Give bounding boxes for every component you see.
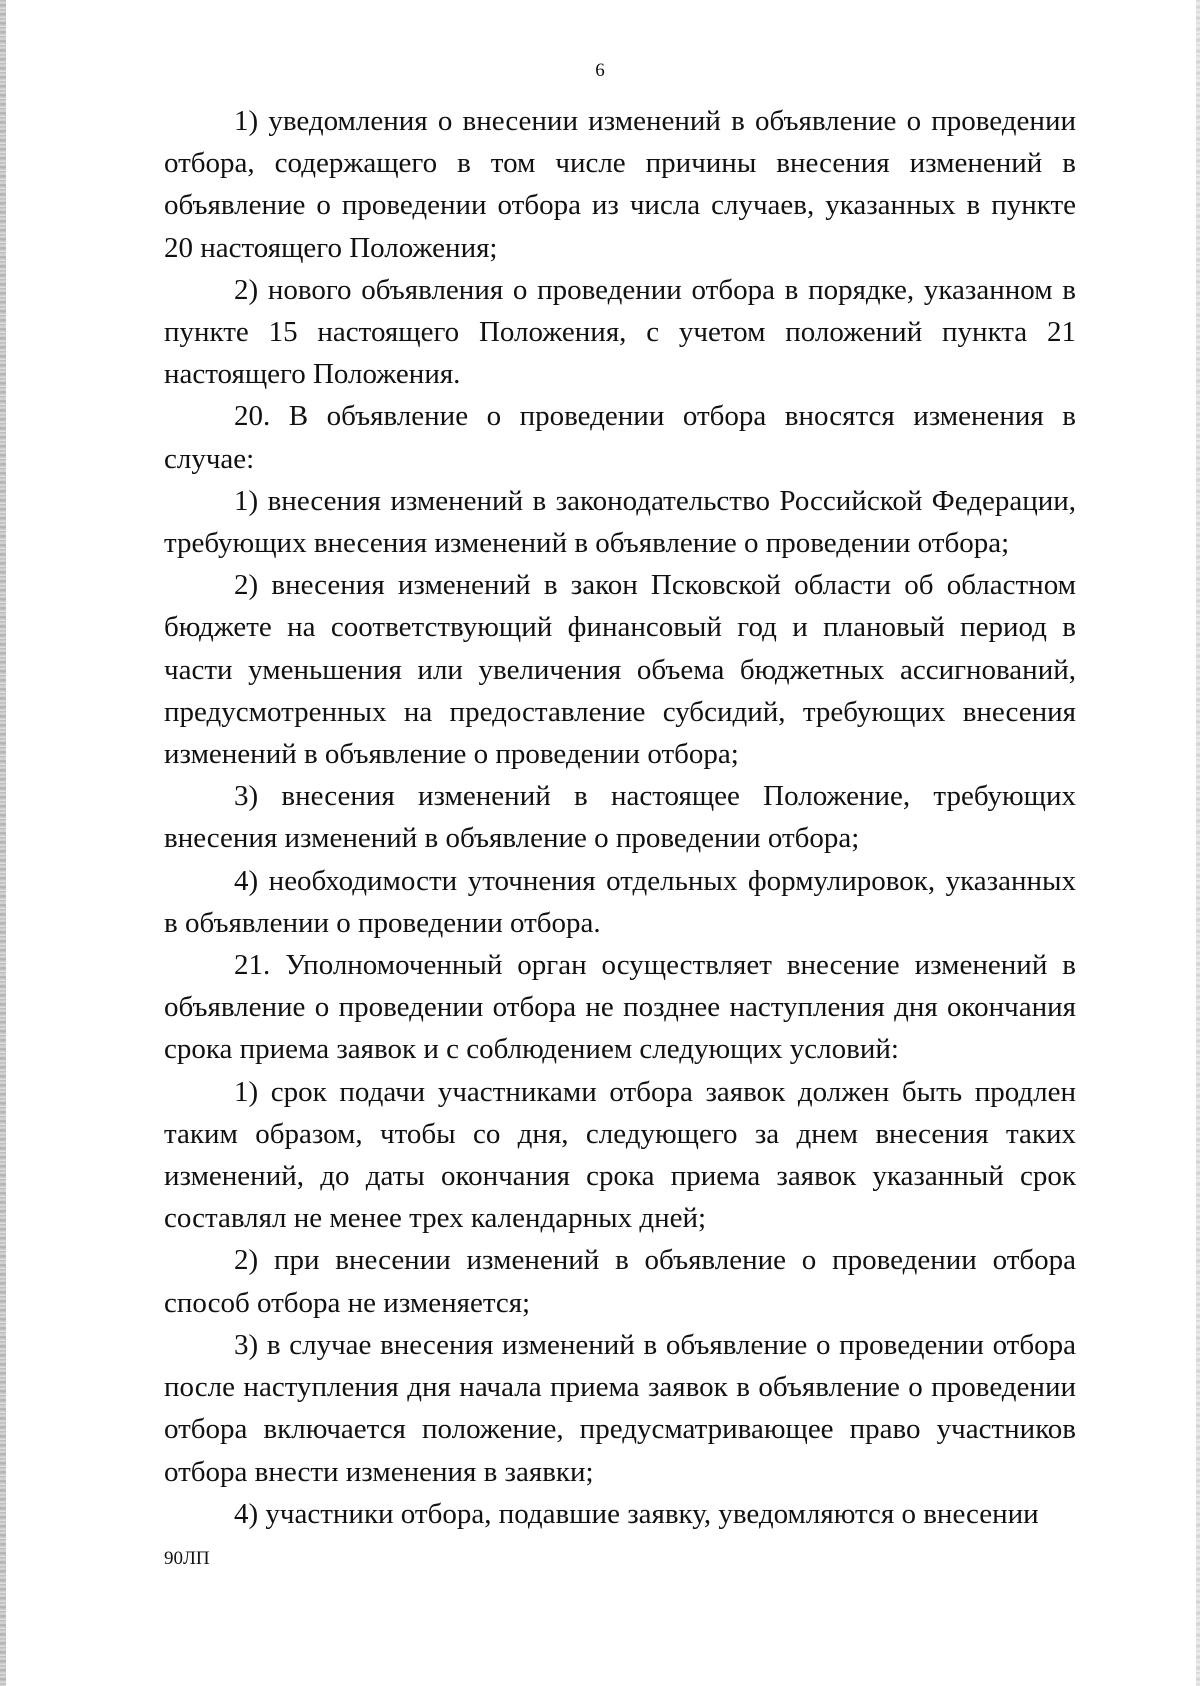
paragraph-20-item-2: 2) внесения изменений в закон Псковской области об областном бюджете на соответствующий финансовый год и плановый период в части уменьшения или увеличения объема бюджетных ассигнований, предусмотренных на предоставление субсидий, требующих внесения изменений в объявление о проведении отбора; xyxy=(164,569,1076,771)
paragraph-clause-20: 20. В объявление о проведении отбора вносятся изменения в случае: xyxy=(164,400,1076,475)
document-code: 90ЛП xyxy=(164,1548,210,1569)
paragraph-20-item-4: 4) необходимости уточнения отдельных формулировок, указанных в объявлении о проведении отбора. xyxy=(164,864,1076,939)
paragraph-notice-changes: 1) уведомления о внесении изменений в объявление о проведении отбора, содержащего в том числе причины внесения изменений в объявление о проведении отбора из числа случаев, указанных в пункте 20 настоящего Положения; xyxy=(164,105,1076,264)
scan-edge-right xyxy=(1196,0,1200,1686)
scan-edge-left xyxy=(0,0,6,1686)
paragraph-20-item-3: 3) внесения изменений в настоящее Положение, требующих внесения изменений в объявление о проведении отбора; xyxy=(164,780,1076,855)
paragraph-21-item-1: 1) срок подачи участниками отбора заявок должен быть продлен таким образом, чтобы со дня, следующего за днем внесения таких изменений, до даты окончания срока приема заявок указанный срок составлял не менее трех календарных дней; xyxy=(164,1075,1076,1235)
paragraph-21-item-4: 4) участники отбора, подавшие заявку, уведомляются о внесении xyxy=(234,1497,1039,1530)
paragraph-clause-21: 21. Уполномоченный орган осуществляет внесение изменений в объявление о проведении отбора не позднее наступления дня окончания срока приема заявок и с соблюдением следующих условий: xyxy=(164,949,1076,1066)
paragraph-20-item-1: 1) внесения изменений в законодательство Российской Федерации, требующих внесения изменений в объявление о проведении отбора; xyxy=(164,484,1076,560)
paragraph-21-item-3: 3) в случае внесения изменений в объявление о проведении отбора после наступления дня начала приема заявок в объявление о проведении отбора включается положение, предусматривающее право участников отбора внести изменения в заявки; xyxy=(164,1328,1076,1488)
paragraph-new-announcement: 2) нового объявления о проведении отбора в порядке, указанном в пункте 15 настоящего Положения, с учетом положений пункта 21 настоящего Положения. xyxy=(164,273,1076,391)
document-body xyxy=(164,100,1076,1535)
page-number: 6 xyxy=(595,60,605,81)
paragraph-21-item-2: 2) при внесении изменений в объявление о проведении отбора способ отбора не изменяется; xyxy=(164,1244,1076,1319)
